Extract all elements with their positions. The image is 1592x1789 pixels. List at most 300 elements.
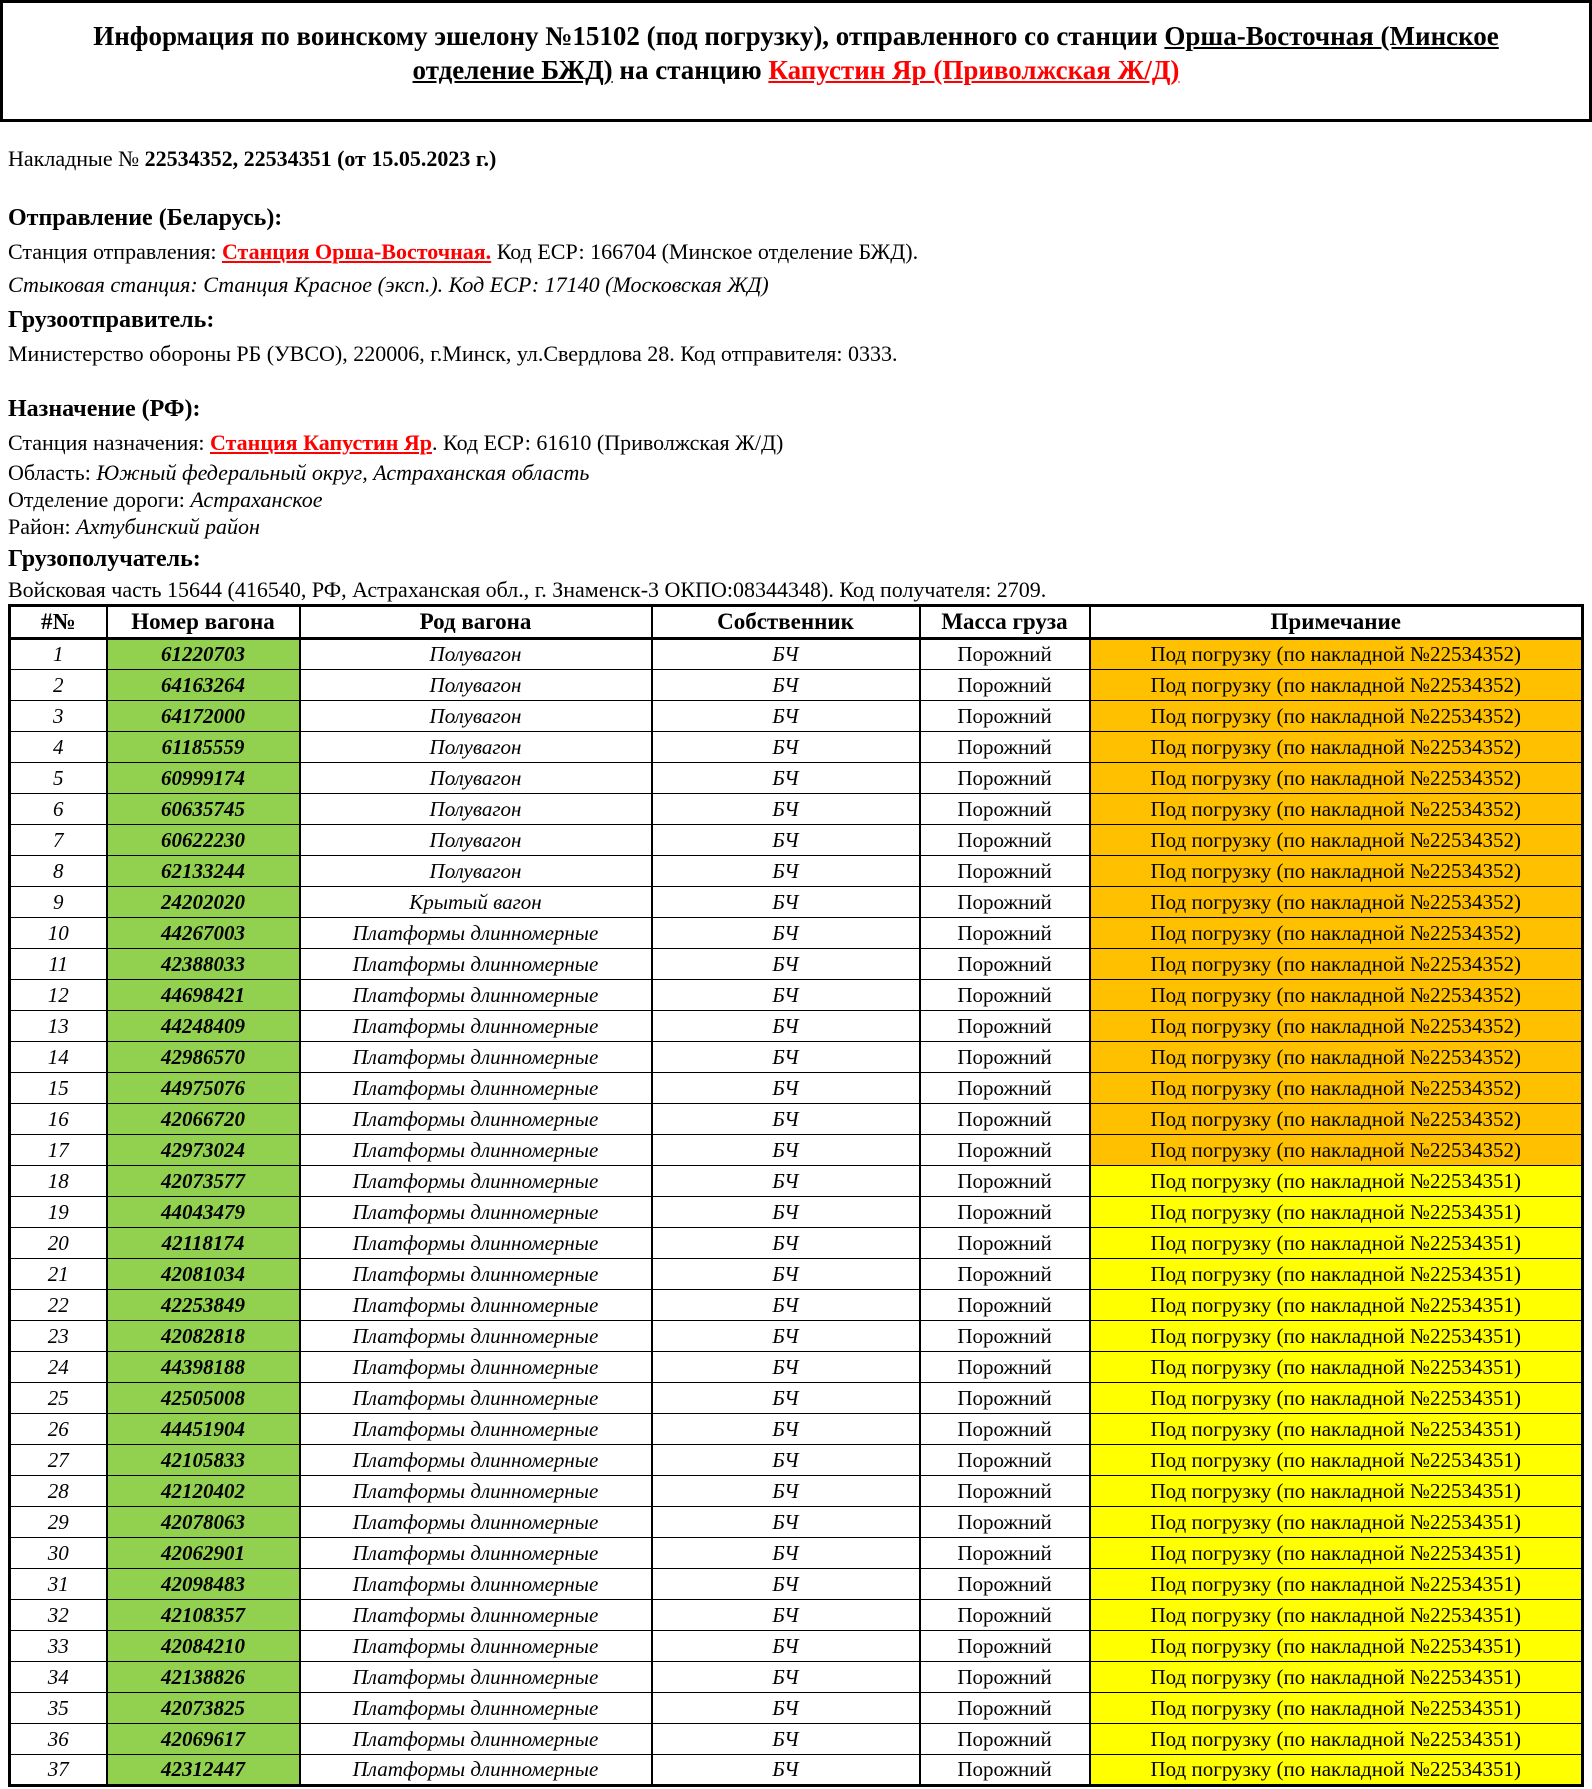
departure-station-line [8,235,1584,268]
row-index-cell: 12 [10,980,107,1011]
wagon-number-cell: 42073825 [107,1693,300,1724]
wagon-number-cell: 42073577 [107,1166,300,1197]
note-cell: Под погрузку (по накладной №22534351) [1090,1352,1583,1383]
owner-cell: БЧ [652,794,920,825]
wagon-number-cell: 42066720 [107,1104,300,1135]
row-index-cell: 31 [10,1569,107,1600]
owner-cell: БЧ [652,856,920,887]
owner-cell: БЧ [652,1042,920,1073]
wagon-type-cell: Платформы длинномерные [300,1352,652,1383]
wagon-type-cell: Полувагон [300,670,652,701]
wagon-number-cell: 60622230 [107,825,300,856]
wagon-type-cell: Крытый вагон [300,887,652,918]
note-cell: Под погрузку (по накладной №22534351) [1090,1538,1583,1569]
table-row [10,1631,1583,1662]
row-index-cell: 14 [10,1042,107,1073]
wagon-number-cell: 61185559 [107,732,300,763]
note-cell: Под погрузку (по накладной №22534351) [1090,1569,1583,1600]
table-header-row [10,606,1583,639]
note-cell: Под погрузку (по накладной №22534351) [1090,1197,1583,1228]
table-row [10,1135,1583,1166]
table-row [10,1414,1583,1445]
owner-cell: БЧ [652,1073,920,1104]
wagon-number-cell: 42062901 [107,1538,300,1569]
table-row [10,1321,1583,1352]
note-cell: Под погрузку (по накладной №22534352) [1090,794,1583,825]
owner-cell: БЧ [652,1166,920,1197]
wagon-number-cell: 24202020 [107,887,300,918]
table-row [10,1538,1583,1569]
table-row [10,1259,1583,1290]
wagon-number-cell: 42098483 [107,1569,300,1600]
wagon-number-cell: 42312447 [107,1755,300,1786]
note-cell: Под погрузку (по накладной №22534351) [1090,1445,1583,1476]
table-row [10,1662,1583,1693]
owner-cell: БЧ [652,1197,920,1228]
title-destination-station: Капустин Яр (Приволжская Ж/Д) [768,55,1180,85]
column-header-note: Примечание [1090,606,1583,639]
cargo-mass-cell: Порожний [920,1662,1090,1693]
owner-cell: БЧ [652,1755,920,1786]
note-cell: Под погрузку (по накладной №22534351) [1090,1507,1583,1538]
wagon-number-cell: 42118174 [107,1228,300,1259]
row-index-cell: 27 [10,1445,107,1476]
wagon-type-cell: Платформы длинномерные [300,1724,652,1755]
note-cell: Под погрузку (по накладной №22534351) [1090,1724,1583,1755]
cargo-mass-cell: Порожний [920,1507,1090,1538]
wagon-number-cell: 44248409 [107,1011,300,1042]
table-row [10,825,1583,856]
note-cell: Под погрузку (по накладной №22534352) [1090,763,1583,794]
row-index-cell: 16 [10,1104,107,1135]
wagon-number-cell: 44451904 [107,1414,300,1445]
cargo-mass-cell: Порожний [920,1569,1090,1600]
note-cell: Под погрузку (по накладной №22534351) [1090,1259,1583,1290]
document-title [0,0,1592,122]
note-cell: Под погрузку (по накладной №22534352) [1090,1104,1583,1135]
waybills-label: Накладные № [8,146,145,171]
wagon-number-cell: 64163264 [107,670,300,701]
owner-cell: БЧ [652,1724,920,1755]
owner-cell: БЧ [652,763,920,794]
row-index-cell: 2 [10,670,107,701]
wagon-number-cell: 42084210 [107,1631,300,1662]
cargo-mass-cell: Порожний [920,1197,1090,1228]
wagon-type-cell: Платформы длинномерные [300,1507,652,1538]
wagon-number-cell: 42138826 [107,1662,300,1693]
note-cell: Под погрузку (по накладной №22534351) [1090,1693,1583,1724]
wagon-type-cell: Платформы длинномерные [300,918,652,949]
row-index-cell: 3 [10,701,107,732]
wagon-type-cell: Полувагон [300,639,652,670]
wagon-type-cell: Платформы длинномерные [300,1662,652,1693]
table-row [10,1104,1583,1135]
cargo-mass-cell: Порожний [920,1228,1090,1259]
table-row [10,1352,1583,1383]
owner-cell: БЧ [652,1538,920,1569]
cargo-mass-cell: Порожний [920,980,1090,1011]
row-index-cell: 34 [10,1662,107,1693]
cargo-mass-cell: Порожний [920,732,1090,763]
cargo-mass-cell: Порожний [920,1383,1090,1414]
cargo-mass-cell: Порожний [920,1755,1090,1786]
owner-cell: БЧ [652,1414,920,1445]
destination-heading: Назначение (РФ): [8,396,201,422]
wagon-number-cell: 42973024 [107,1135,300,1166]
table-row [10,1445,1583,1476]
wagon-type-cell: Полувагон [300,794,652,825]
wagon-type-cell: Полувагон [300,856,652,887]
owner-cell: БЧ [652,1569,920,1600]
table-row [10,1600,1583,1631]
note-cell: Под погрузку (по накладной №22534352) [1090,639,1583,670]
cargo-mass-cell: Порожний [920,1476,1090,1507]
column-header-wagon-number: Номер вагона [107,606,300,639]
table-row [10,1042,1583,1073]
departure-station-name: Станция Орша-Восточная. [221,239,492,264]
row-index-cell: 36 [10,1724,107,1755]
row-index-cell: 1 [10,639,107,670]
region-label: Область: [8,460,97,485]
wagon-type-cell: Полувагон [300,732,652,763]
owner-cell: БЧ [652,949,920,980]
row-index-cell: 23 [10,1321,107,1352]
row-index-cell: 4 [10,732,107,763]
table-row [10,918,1583,949]
shipper-heading: Грузоотправитель: [8,307,215,333]
row-index-cell: 21 [10,1259,107,1290]
cargo-mass-cell: Порожний [920,825,1090,856]
table-row [10,887,1583,918]
wagon-type-cell: Платформы длинномерные [300,1476,652,1507]
owner-cell: БЧ [652,1135,920,1166]
title-middle: на станцию [612,55,769,85]
table-row [10,980,1583,1011]
region-line [8,459,1584,486]
departure-station-code: Код ЕСР: 166704 (Минское отделение БЖД). [491,239,919,264]
wagon-type-cell: Платформы длинномерные [300,1166,652,1197]
row-index-cell: 33 [10,1631,107,1662]
owner-cell: БЧ [652,1321,920,1352]
note-cell: Под погрузку (по накладной №22534352) [1090,918,1583,949]
wagon-number-cell: 61220703 [107,639,300,670]
consignee-value: Войсковая часть 15644 (416540, РФ, Астраханская обл., г. Знаменск-3 ОКПО:08344348). Код получателя: 2709. [8,577,1047,602]
wagon-type-cell: Платформы длинномерные [300,1569,652,1600]
wagon-number-cell: 44698421 [107,980,300,1011]
table-row [10,1569,1583,1600]
wagon-type-cell: Платформы длинномерные [300,1259,652,1290]
region-value: Южный федеральный округ, Астраханская область [96,460,590,485]
row-index-cell: 19 [10,1197,107,1228]
table-row [10,1724,1583,1755]
row-index-cell: 9 [10,887,107,918]
owner-cell: БЧ [652,1600,920,1631]
wagon-type-cell: Платформы длинномерные [300,1693,652,1724]
row-index-cell: 37 [10,1755,107,1786]
owner-cell: БЧ [652,1104,920,1135]
owner-cell: БЧ [652,1352,920,1383]
cargo-mass-cell: Порожний [920,1042,1090,1073]
table-row [10,1073,1583,1104]
cargo-mass-cell: Порожний [920,918,1090,949]
cargo-mass-cell: Порожний [920,1600,1090,1631]
wagon-type-cell: Платформы длинномерные [300,1538,652,1569]
departure-heading: Отправление (Беларусь): [8,205,283,231]
row-index-cell: 26 [10,1414,107,1445]
waybills-numbers: 22534352, 22534351 (от 15.05.2023 г.) [144,146,497,171]
note-cell: Под погрузку (по накладной №22534352) [1090,887,1583,918]
wagon-type-cell: Платформы длинномерные [300,1135,652,1166]
row-index-cell: 25 [10,1383,107,1414]
wagon-number-cell: 44975076 [107,1073,300,1104]
title-origin-station: Орша-Восточная (Минское отделение БЖД) [412,21,1499,85]
wagon-number-cell: 42081034 [107,1259,300,1290]
wagon-number-cell: 42108357 [107,1600,300,1631]
wagon-type-cell: Полувагон [300,701,652,732]
owner-cell: БЧ [652,825,920,856]
row-index-cell: 15 [10,1073,107,1104]
note-cell: Под погрузку (по накладной №22534352) [1090,732,1583,763]
wagon-number-cell: 42505008 [107,1383,300,1414]
wagon-type-cell: Платформы длинномерные [300,1414,652,1445]
cargo-mass-cell: Порожний [920,949,1090,980]
row-index-cell: 22 [10,1290,107,1321]
table-row [10,856,1583,887]
wagon-number-cell: 62133244 [107,856,300,887]
note-cell: Под погрузку (по накладной №22534351) [1090,1414,1583,1445]
division-label: Отделение дороги: [8,487,191,512]
cargo-mass-cell: Порожний [920,1259,1090,1290]
wagon-type-cell: Платформы длинномерные [300,1104,652,1135]
cargo-mass-cell: Порожний [920,1011,1090,1042]
owner-cell: БЧ [652,732,920,763]
cargo-mass-cell: Порожний [920,1290,1090,1321]
note-cell: Под погрузку (по накладной №22534352) [1090,1135,1583,1166]
owner-cell: БЧ [652,1631,920,1662]
division-value: Астраханское [190,487,323,512]
cargo-mass-cell: Порожний [920,1724,1090,1755]
table-row [10,670,1583,701]
row-index-cell: 7 [10,825,107,856]
cargo-mass-cell: Порожний [920,639,1090,670]
owner-cell: БЧ [652,1507,920,1538]
owner-cell: БЧ [652,980,920,1011]
owner-cell: БЧ [652,639,920,670]
wagon-type-cell: Полувагон [300,763,652,794]
wagon-type-cell: Платформы длинномерные [300,1228,652,1259]
row-index-cell: 11 [10,949,107,980]
row-index-cell: 29 [10,1507,107,1538]
table-row [10,794,1583,825]
cargo-mass-cell: Порожний [920,856,1090,887]
table-row [10,1166,1583,1197]
row-index-cell: 24 [10,1352,107,1383]
note-cell: Под погрузку (по накладной №22534352) [1090,670,1583,701]
wagon-number-cell: 42986570 [107,1042,300,1073]
cargo-mass-cell: Порожний [920,1631,1090,1662]
cargo-mass-cell: Порожний [920,1414,1090,1445]
table-row [10,1197,1583,1228]
cargo-mass-cell: Порожний [920,1104,1090,1135]
owner-cell: БЧ [652,918,920,949]
table-row [10,639,1583,670]
table-row [10,1693,1583,1724]
note-cell: Под погрузку (по накладной №22534351) [1090,1166,1583,1197]
cargo-mass-cell: Порожний [920,1321,1090,1352]
note-cell: Под погрузку (по накладной №22534351) [1090,1228,1583,1259]
note-cell: Под погрузку (по накладной №22534352) [1090,949,1583,980]
cargo-mass-cell: Порожний [920,670,1090,701]
document-body [0,142,1592,603]
wagon-number-cell: 44398188 [107,1352,300,1383]
wagon-table [8,604,1584,1787]
wagon-number-cell: 42388033 [107,949,300,980]
owner-cell: БЧ [652,1662,920,1693]
owner-cell: БЧ [652,1290,920,1321]
wagon-number-cell: 60999174 [107,763,300,794]
shipper-value: Министерство обороны РБ (УВСО), 220006, г.Минск, ул.Свердлова 28. Код отправителя: 0333. [8,341,898,366]
wagon-type-cell: Платформы длинномерные [300,1290,652,1321]
row-index-cell: 20 [10,1228,107,1259]
owner-cell: БЧ [652,670,920,701]
wagon-type-cell: Платформы длинномерные [300,1445,652,1476]
wagon-type-cell: Платформы длинномерные [300,1073,652,1104]
owner-cell: БЧ [652,1693,920,1724]
wagon-type-cell: Платформы длинномерные [300,949,652,980]
row-index-cell: 28 [10,1476,107,1507]
wagon-number-cell: 42069617 [107,1724,300,1755]
wagon-type-cell: Платформы длинномерные [300,1600,652,1631]
row-index-cell: 13 [10,1011,107,1042]
owner-cell: БЧ [652,1259,920,1290]
owner-cell: БЧ [652,1228,920,1259]
note-cell: Под погрузку (по накладной №22534351) [1090,1383,1583,1414]
cargo-mass-cell: Порожний [920,1073,1090,1104]
row-index-cell: 6 [10,794,107,825]
note-cell: Под погрузку (по накладной №22534352) [1090,825,1583,856]
cargo-mass-cell: Порожний [920,701,1090,732]
row-index-cell: 18 [10,1166,107,1197]
table-row [10,1507,1583,1538]
district-line [8,513,1584,540]
owner-cell: БЧ [652,701,920,732]
row-index-cell: 32 [10,1600,107,1631]
table-row [10,1011,1583,1042]
table-row [10,949,1583,980]
cargo-mass-cell: Порожний [920,1352,1090,1383]
note-cell: Под погрузку (по накладной №22534351) [1090,1476,1583,1507]
note-cell: Под погрузку (по накладной №22534351) [1090,1755,1583,1786]
cargo-mass-cell: Порожний [920,794,1090,825]
destination-station-code: . Код ЕСР: 61610 (Приволжская Ж/Д) [432,430,784,455]
note-cell: Под погрузку (по накладной №22534351) [1090,1290,1583,1321]
wagon-number-cell: 44043479 [107,1197,300,1228]
district-label: Район: [8,514,77,539]
waybills-line [8,142,1584,175]
owner-cell: БЧ [652,1011,920,1042]
table-row [10,1228,1583,1259]
wagon-type-cell: Платформы длинномерные [300,1755,652,1786]
wagon-number-cell: 60635745 [107,794,300,825]
row-index-cell: 35 [10,1693,107,1724]
wagon-number-cell: 42120402 [107,1476,300,1507]
note-cell: Под погрузку (по накладной №22534352) [1090,980,1583,1011]
cargo-mass-cell: Порожний [920,887,1090,918]
column-header-row-index: #№ [10,606,107,639]
wagon-type-cell: Платформы длинномерные [300,1011,652,1042]
district-value: Ахтубинский район [76,514,260,539]
note-cell: Под погрузку (по накладной №22534352) [1090,701,1583,732]
wagon-type-cell: Полувагон [300,825,652,856]
division-line [8,486,1584,513]
consignee-heading: Грузополучатель: [8,546,201,572]
wagon-type-cell: Платформы длинномерные [300,1383,652,1414]
table-row [10,701,1583,732]
junction-station-line: Стыковая станция: Станция Красное (эксп.). Код ЕСР: 17140 (Московская ЖД) [8,272,769,297]
note-cell: Под погрузку (по накладной №22534351) [1090,1631,1583,1662]
note-cell: Под погрузку (по накладной №22534352) [1090,1042,1583,1073]
row-index-cell: 8 [10,856,107,887]
column-header-wagon-type: Род вагона [300,606,652,639]
wagon-number-cell: 42253849 [107,1290,300,1321]
destination-station-label: Станция назначения: [8,430,210,455]
departure-station-label: Станция отправления: [8,239,222,264]
wagon-number-cell: 44267003 [107,918,300,949]
wagon-type-cell: Платформы длинномерные [300,1631,652,1662]
owner-cell: БЧ [652,887,920,918]
table-row [10,1476,1583,1507]
note-cell: Под погрузку (по накладной №22534351) [1090,1600,1583,1631]
wagon-number-cell: 42082818 [107,1321,300,1352]
wagon-type-cell: Платформы длинномерные [300,1042,652,1073]
cargo-mass-cell: Порожний [920,763,1090,794]
cargo-mass-cell: Порожний [920,1693,1090,1724]
row-index-cell: 17 [10,1135,107,1166]
destination-station-line [8,426,1584,459]
wagon-number-cell: 64172000 [107,701,300,732]
table-row [10,1755,1583,1786]
table-row [10,732,1583,763]
table-row [10,763,1583,794]
note-cell: Под погрузку (по накладной №22534352) [1090,1011,1583,1042]
wagon-type-cell: Платформы длинномерные [300,1321,652,1352]
owner-cell: БЧ [652,1383,920,1414]
cargo-mass-cell: Порожний [920,1166,1090,1197]
cargo-mass-cell: Порожний [920,1135,1090,1166]
note-cell: Под погрузку (по накладной №22534352) [1090,1073,1583,1104]
title-prefix: Информация по воинскому эшелону №15102 (под погрузку), отправленного со станции [93,21,1165,51]
column-header-cargo-mass: Масса груза [920,606,1090,639]
note-cell: Под погрузку (по накладной №22534351) [1090,1662,1583,1693]
row-index-cell: 30 [10,1538,107,1569]
wagon-type-cell: Платформы длинномерные [300,980,652,1011]
note-cell: Под погрузку (по накладной №22534352) [1090,856,1583,887]
wagon-number-cell: 42078063 [107,1507,300,1538]
note-cell: Под погрузку (по накладной №22534351) [1090,1321,1583,1352]
column-header-owner: Собственник [652,606,920,639]
destination-station-name: Станция Капустин Яр [209,430,432,455]
owner-cell: БЧ [652,1476,920,1507]
table-row [10,1290,1583,1321]
cargo-mass-cell: Порожний [920,1445,1090,1476]
row-index-cell: 10 [10,918,107,949]
wagon-type-cell: Платформы длинномерные [300,1197,652,1228]
owner-cell: БЧ [652,1445,920,1476]
wagon-number-cell: 42105833 [107,1445,300,1476]
row-index-cell: 5 [10,763,107,794]
table-row [10,1383,1583,1414]
cargo-mass-cell: Порожний [920,1538,1090,1569]
